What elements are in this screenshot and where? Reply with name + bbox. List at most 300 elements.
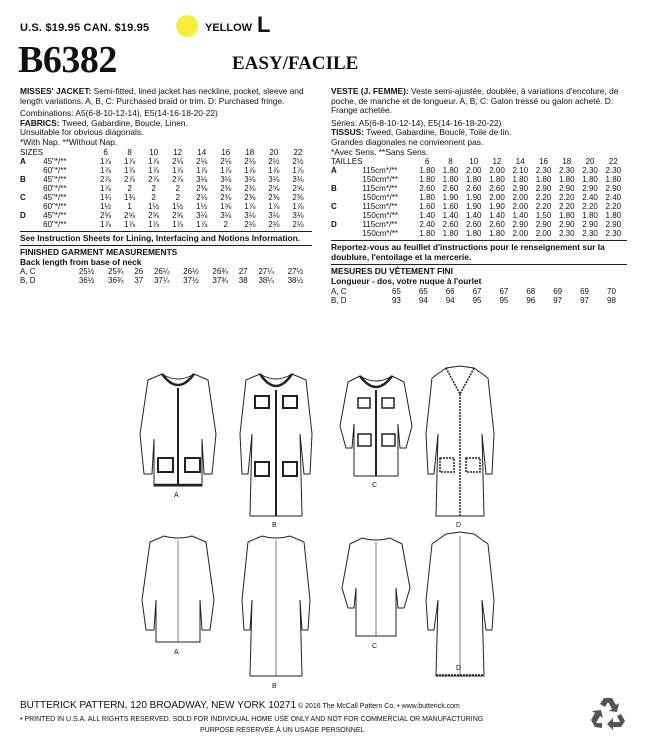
yardage-cell: 1⅞ — [124, 219, 136, 229]
yardage-cell: 2⅝ — [148, 210, 160, 220]
finished-cell: 37 — [134, 276, 144, 286]
pattern-number: B6382 — [18, 39, 117, 81]
finished-cell: 69 — [553, 286, 563, 296]
size-letter: L — [257, 12, 271, 37]
instruction-note-en: See Instruction Sheets for Lining, Interfacing and Notions Information. — [20, 232, 301, 243]
view-cell: A — [20, 156, 26, 166]
yardage-cell: 1⅞ — [99, 183, 112, 193]
yardage-cell: 1½ — [99, 201, 112, 211]
yardage-cell: 3⅛ — [268, 174, 280, 184]
yardage-cell: 2.10 — [512, 166, 529, 176]
price: U.S. $19.95 CAN. $19.95 — [20, 22, 150, 34]
width-cell: 115cm*/** — [362, 166, 398, 176]
finished-cell: 65 — [391, 286, 401, 296]
yardage-cell: 2.60 — [465, 220, 482, 230]
footer-copyright: © 2016 The McCall Pattern Co. • www.butterick.com — [296, 703, 460, 710]
finished-cell: 38¼ — [258, 276, 274, 286]
yardage-cell: 2.00 — [489, 166, 505, 176]
finished-cell: 36¾ — [108, 276, 124, 286]
divider — [331, 240, 627, 241]
size-header: 20 — [585, 157, 595, 167]
yardage-cell: 2⅝ — [172, 210, 184, 220]
unsuitable-fr: Grandes diagonales ne conviennent pas. — [331, 136, 484, 147]
description-fr-text: Veste semi-ajustée, doublée, à variations d'encolure, de poche, de manche et de longueur. A, B, C: Galon tressé ou galon acheté. D: Frange achetée. — [331, 86, 619, 116]
yardage-cell: 2.60 — [489, 220, 505, 230]
size-header: 22 — [608, 157, 618, 167]
sizes-label: SIZES — [20, 147, 44, 157]
yardage-cell: 3⅛ — [196, 174, 208, 184]
english-column — [20, 87, 312, 285]
finished-cell: 97 — [553, 295, 563, 305]
yardage-cell: 2.30 — [559, 229, 575, 239]
footer-purpose: PURPOSE RESERVÉE À UN USAGE PERSONNEL — [200, 727, 365, 734]
yardage-cell: 1⅞ — [268, 201, 280, 211]
yardage-cell: 1.80 — [465, 229, 482, 239]
yardage-cell: 1.80 — [489, 175, 505, 185]
size-header: 16 — [221, 147, 231, 157]
yardage-cell: 1⅞ — [124, 156, 136, 166]
yardage-cell: 1⅞ — [172, 165, 184, 175]
finished-cell: 67 — [499, 286, 509, 296]
yardage-cell: 1.80 — [419, 175, 435, 185]
yardage-cell: 1⅞ — [292, 165, 304, 175]
view-cell: C — [331, 202, 337, 212]
size-header: 6 — [103, 147, 108, 157]
finished-row — [331, 287, 625, 296]
yardage-cell: 1.80 — [582, 175, 598, 185]
size-header: 18 — [562, 157, 572, 167]
yardage-cell: 2⅞ — [99, 174, 112, 184]
view-cell — [20, 202, 43, 211]
fabrics-list-fr: Tweed, Gabardine, Bouclé, Toile de lin. — [364, 127, 512, 138]
divider — [20, 245, 312, 246]
yardage-cell: 2.20 — [605, 202, 622, 212]
yardage-cell: 2.30 — [605, 229, 622, 239]
yardage-row — [20, 184, 310, 193]
finished-row — [20, 276, 310, 285]
yardage-cell: 1½ — [148, 201, 160, 211]
dress-b-back — [242, 536, 310, 676]
footer-rights: • PRINTED IN U.S.A. ALL RIGHTS RESERVED. SOLD FOR INDIVIDUAL HOME USE ONLY AND NOT FOR COMMERCIAL OR MANUFACTURING — [20, 716, 484, 723]
finished-cell: 68 — [526, 286, 536, 296]
finished-cell: 65 — [418, 286, 428, 296]
garment-illustrations — [140, 364, 520, 690]
size-header-row — [331, 157, 625, 166]
yardage-cell: 2.20 — [535, 202, 552, 212]
yardage-row — [331, 193, 625, 202]
yardage-cell: 2⅜ — [268, 192, 280, 202]
yardage-row — [20, 166, 310, 175]
yardage-cell: 2 — [127, 183, 132, 193]
view-label-b-back: B — [272, 683, 277, 690]
width-cell: 45"*/** — [43, 192, 67, 202]
finished-cell: 26¾ — [212, 267, 228, 277]
yardage-cell: 2½ — [268, 156, 280, 166]
yardage-cell: 2½ — [292, 156, 304, 166]
yardage-cell: 2.40 — [605, 193, 622, 203]
yardage-cell: 2⅛ — [196, 192, 208, 202]
fabrics-label-fr: TISSUS: — [331, 127, 365, 138]
yardage-cell: 2.00 — [512, 193, 529, 203]
yardage-cell: 1.50 — [535, 211, 552, 221]
footer-address-line — [20, 700, 460, 711]
back-length-fr: Longueur - dos, votre nuque à l'ourlet — [331, 275, 482, 286]
yardage-cell: 2.40 — [582, 193, 598, 203]
french-column — [331, 87, 627, 305]
size-header: 22 — [293, 147, 303, 157]
yardage-cell: 2⅜ — [220, 192, 232, 202]
yardage-cell: 1¾ — [124, 192, 136, 202]
yardage-cell: 1.80 — [419, 166, 435, 176]
yardage-cell: 2⅜ — [196, 183, 208, 193]
finished-cell: 94 — [445, 295, 455, 305]
yardage-cell: 2⅛ — [268, 219, 280, 229]
size-header: 8 — [127, 147, 132, 157]
dress-b-front — [240, 374, 312, 516]
width-cell: 115cm*/** — [362, 184, 398, 194]
finished-cell: 37¾ — [212, 276, 228, 286]
yardage-cell: 1.90 — [489, 202, 505, 212]
yardage-cell: 1.60 — [442, 202, 459, 212]
yardage-cell: 1⅞ — [196, 219, 208, 229]
width-cell: 45"*/** — [43, 174, 67, 184]
size-header: 14 — [197, 147, 207, 157]
yardage-cell: 2⅝ — [292, 183, 304, 193]
jacket-a-front — [140, 374, 216, 486]
finished-cell: 95 — [472, 295, 482, 305]
yardage-row — [20, 220, 310, 229]
yardage-cell: 3⅛ — [268, 210, 280, 220]
yardage-cell: 1.80 — [419, 229, 435, 239]
view-cell: A — [331, 166, 337, 176]
yardage-cell: 1.80 — [605, 175, 622, 185]
yardage-row — [331, 229, 625, 238]
yardage-cell: 2.90 — [559, 220, 575, 230]
coat-d-back — [426, 532, 494, 676]
finished-cell: 93 — [391, 295, 401, 305]
view-cell: D — [331, 220, 337, 230]
yardage-cell: 1.40 — [419, 211, 435, 221]
width-cell: 115cm*/** — [362, 202, 398, 212]
yardage-cell: 2 — [223, 219, 228, 229]
yardage-cell: 1.80 — [442, 166, 459, 176]
yardage-cell: 2.00 — [465, 166, 482, 176]
yardage-cell: 3⅛ — [244, 210, 256, 220]
finished-cell: 67 — [472, 286, 482, 296]
yardage-row — [331, 166, 625, 175]
finished-cell: 69 — [580, 286, 590, 296]
yardage-table-en — [20, 148, 310, 229]
yardage-table-fr — [331, 157, 625, 238]
finished-cell: 96 — [526, 295, 536, 305]
yardage-cell: 2⅛ — [292, 219, 304, 229]
yardage-cell: 2.30 — [582, 229, 598, 239]
finished-cell: 27½ — [287, 267, 304, 277]
finished-cell: 27¼ — [258, 267, 274, 277]
yardage-cell: 2.30 — [559, 166, 575, 176]
finished-cell: 26¼ — [153, 267, 170, 277]
view-label-b: B — [272, 522, 277, 529]
title-en: MISSES' JACKET: — [20, 86, 92, 96]
yardage-cell: 2.20 — [582, 202, 598, 212]
view-cell — [20, 184, 43, 193]
yardage-row — [20, 193, 310, 202]
description-fr — [331, 87, 627, 116]
yardage-row — [331, 211, 625, 220]
finished-cell: 27 — [238, 267, 248, 277]
yardage-cell: 1.80 — [559, 175, 575, 185]
yardage-cell: 1⅞ — [196, 165, 208, 175]
combinations-fr: Séries: A5(6-8-10-12-14), E5(14-16-18-20-22) — [331, 117, 502, 128]
yardage-cell: 2.90 — [559, 184, 575, 194]
finished-cell: 98 — [607, 295, 616, 305]
jacket-c-back — [342, 538, 410, 636]
yardage-row — [20, 157, 310, 166]
yardage-cell: 2⅛ — [244, 156, 256, 166]
width-cell: 150cm*/** — [362, 175, 398, 185]
finished-cell: 36½ — [78, 276, 95, 286]
yardage-cell: 1.60 — [419, 202, 435, 212]
yardage-cell: 1.80 — [419, 193, 435, 203]
finished-cell: 38 — [238, 276, 248, 286]
yardage-cell: 1.80 — [535, 175, 552, 185]
view-cell — [20, 220, 43, 229]
nap-fr: *Avec Sens. **Sans Sens. — [331, 146, 429, 157]
width-cell: 60"*/** — [43, 219, 67, 229]
yardage-cell: 1.90 — [442, 193, 459, 203]
instruction-note-fr: Reportez-vous au feuillet d'instructions pour le renseignement sur la doublure, l'entoilage et la mercerie. — [331, 242, 605, 262]
yardage-cell: 1⅞ — [148, 165, 160, 175]
footer-address: BUTTERICK PATTERN, 120 BROADWAY, NEW YORK 10271 — [20, 700, 297, 711]
yardage-cell: 3⅛ — [220, 174, 232, 184]
yardage-cell: 2.20 — [559, 202, 575, 212]
view-cell: B — [20, 174, 26, 184]
color-dot-icon — [176, 15, 198, 37]
yardage-cell: 2⅜ — [220, 183, 232, 193]
yardage-cell: 2⅜ — [244, 183, 256, 193]
finished-cell: 37¼ — [153, 276, 170, 286]
width-cell: 45"*/** — [43, 156, 67, 166]
size-header: 14 — [515, 157, 525, 167]
yardage-cell: 2.90 — [535, 220, 552, 230]
yardage-cell: 2.00 — [512, 229, 529, 239]
yardage-cell: 2⅝ — [99, 210, 112, 220]
finished-cell: 95 — [499, 295, 509, 305]
yardage-cell: 2.60 — [442, 220, 459, 230]
yardage-cell: 1⅞ — [268, 165, 280, 175]
width-cell: 115cm*/** — [362, 220, 398, 230]
finished-table-en — [20, 267, 310, 285]
yardage-cell: 1.40 — [489, 211, 505, 221]
finished-view: A, C — [331, 286, 347, 296]
yardage-cell: 2.00 — [535, 229, 552, 239]
yardage-row — [331, 202, 625, 211]
yardage-cell: 1⅝ — [220, 201, 232, 211]
finished-cell: 25½ — [78, 267, 95, 277]
yardage-cell: 2.60 — [489, 184, 505, 194]
yardage-cell: 2⅛ — [196, 156, 208, 166]
yardage-row — [331, 175, 625, 184]
finished-title-fr: MESURES DU VÊTEMENT FINI — [331, 266, 453, 277]
yardage-cell: 3⅛ — [292, 210, 304, 220]
yardage-cell: 3⅛ — [196, 210, 208, 220]
yardage-cell: 2⅛ — [244, 219, 256, 229]
size-header: 18 — [245, 147, 255, 157]
size-header: 12 — [173, 147, 183, 157]
yardage-cell: 1⅞ — [148, 219, 160, 229]
width-cell: 150cm*/** — [362, 211, 398, 221]
yardage-cell: 2.90 — [582, 184, 598, 194]
yardage-cell: 2.30 — [535, 166, 552, 176]
yardage-cell: 1⅞ — [244, 165, 256, 175]
yardage-cell: 2.40 — [419, 220, 435, 230]
yardage-cell: 1.80 — [512, 175, 529, 185]
nap-en: *With Nap. **Without Nap. — [20, 136, 118, 147]
view-cell: B — [331, 184, 337, 194]
view-label-c: C — [372, 482, 378, 489]
fabrics-list-en: Tweed, Gabardine, Boucle, Linen. — [59, 117, 188, 128]
view-cell — [331, 211, 362, 220]
yardage-cell: 1.80 — [605, 211, 622, 221]
width-cell: 60"*/** — [43, 183, 67, 193]
yardage-cell: 1.80 — [442, 229, 459, 239]
yardage-cell: 2.60 — [442, 184, 459, 194]
yardage-cell: 1.80 — [582, 211, 598, 221]
color-label: YELLOW — [205, 22, 253, 34]
fabrics-label-en: FABRICS: — [20, 117, 60, 128]
yardage-cell: 1½ — [196, 201, 208, 211]
view-label-d-back: D — [456, 665, 462, 672]
finished-title-en: FINISHED GARMENT MEASUREMENTS — [20, 247, 178, 258]
yardage-cell: 2 — [175, 192, 180, 202]
yardage-cell: 2.60 — [465, 184, 482, 194]
view-cell: C — [20, 192, 26, 202]
yardage-cell: 1⅞ — [99, 156, 112, 166]
jacket-c-front — [340, 376, 412, 476]
yardage-cell: 2.90 — [535, 184, 552, 194]
yardage-cell: 1½ — [172, 201, 184, 211]
width-cell: 60"*/** — [43, 165, 67, 175]
yardage-cell: 1⅞ — [148, 156, 160, 166]
yardage-cell: 3⅛ — [244, 174, 256, 184]
view-cell — [331, 193, 362, 202]
size-header-row — [20, 148, 310, 157]
size-header: 8 — [448, 157, 453, 167]
finished-view: B, D — [20, 276, 36, 286]
finished-cell: 38½ — [287, 276, 304, 286]
yardage-cell: 2.90 — [582, 220, 598, 230]
finished-cell: 94 — [418, 295, 428, 305]
yardage-row — [20, 202, 310, 211]
yardage-cell: 1¾ — [99, 192, 112, 202]
view-label-d: D — [456, 522, 462, 529]
finished-cell: 70 — [607, 286, 616, 296]
yardage-cell: 2.00 — [512, 202, 529, 212]
difficulty: EASY/FACILE — [232, 53, 359, 74]
yardage-cell: 1.80 — [465, 175, 482, 185]
yardage-row — [331, 220, 625, 229]
description-en-text: Semi-fitted, lined jacket has neckline, pocket, sleeve and length variations. A, B, C: Purchased braid or trim. D: Purchased fringe. — [20, 86, 304, 106]
yardage-cell: 1 — [127, 201, 132, 211]
finished-cell: 97 — [580, 295, 590, 305]
size-header: 10 — [469, 157, 479, 167]
yardage-cell: 1⅞ — [99, 165, 112, 175]
finished-cell: 25¾ — [108, 267, 124, 277]
view-label-a: A — [174, 492, 179, 499]
coat-d-front — [426, 366, 494, 516]
finished-row — [331, 296, 625, 305]
yardage-cell: 1⅞ — [124, 165, 136, 175]
yardage-cell: 2.00 — [489, 193, 505, 203]
yardage-row — [331, 184, 625, 193]
yardage-cell: 1⅞ — [99, 219, 112, 229]
yardage-cell: 3⅛ — [292, 174, 304, 184]
yardage-cell: 2⅞ — [148, 174, 160, 184]
finished-cell: 26 — [134, 267, 144, 277]
size-header: 16 — [539, 157, 548, 167]
yardage-cell: 1.40 — [465, 211, 482, 221]
yardage-cell: 1⅞ — [172, 219, 184, 229]
view-cell: D — [20, 210, 26, 220]
size-header: 10 — [149, 147, 159, 157]
yardage-cell: 2⅞ — [124, 174, 136, 184]
size-header: 12 — [492, 157, 502, 167]
yardage-cell: 1⅞ — [220, 165, 232, 175]
yardage-cell: 3⅛ — [220, 210, 232, 220]
jacket-a-back — [142, 536, 214, 642]
yardage-cell: 1.80 — [442, 175, 459, 185]
yardage-cell: 2.20 — [535, 193, 552, 203]
yardage-cell: 2⅝ — [124, 210, 136, 220]
yardage-cell: 2.60 — [419, 184, 435, 194]
finished-view: A, C — [20, 267, 36, 277]
size-header: 6 — [424, 157, 430, 167]
yardage-cell: 2⅛ — [220, 156, 232, 166]
yardage-cell: 2⅝ — [268, 183, 280, 193]
back-length-en: Back length from base of neck — [20, 256, 142, 267]
unsuitable-en: Unsuitable for obvious diagonals. — [20, 127, 144, 138]
yardage-cell: 1.80 — [489, 229, 505, 239]
yardage-cell: 2 — [151, 183, 156, 193]
yardage-row — [20, 211, 310, 220]
yardage-cell: 2 — [151, 192, 156, 202]
size-header: 20 — [269, 147, 279, 157]
width-cell: 150cm*/** — [362, 229, 398, 239]
yardage-cell: 2⅛ — [172, 156, 184, 166]
yardage-cell: 1.80 — [559, 211, 575, 221]
finished-cell: 66 — [445, 286, 455, 296]
yardage-row — [20, 175, 310, 184]
width-cell: 150cm*/** — [362, 193, 398, 203]
view-cell — [20, 166, 43, 175]
yardage-cell: 2.90 — [512, 220, 529, 230]
yardage-cell: 1⅞ — [292, 201, 304, 211]
finished-view: B, D — [331, 295, 347, 305]
recycle-icon — [590, 696, 626, 730]
yardage-cell: 2.90 — [605, 220, 622, 230]
description-en — [20, 87, 312, 106]
yardage-cell: 2 — [175, 183, 180, 193]
finished-row — [20, 267, 310, 276]
combinations-en: Combinations: A5(6-8-10-12-14), E5(14-16-18-20-22) — [20, 108, 218, 119]
yardage-cell: 2.30 — [605, 166, 622, 176]
yardage-cell: 2.20 — [559, 193, 575, 203]
width-cell: 60"*/** — [43, 201, 67, 211]
view-label-c-back: C — [372, 643, 378, 650]
view-cell — [331, 175, 362, 184]
title-fr: VESTE (J. FEMME): — [331, 86, 409, 96]
yardage-cell: 2⅞ — [172, 174, 184, 184]
